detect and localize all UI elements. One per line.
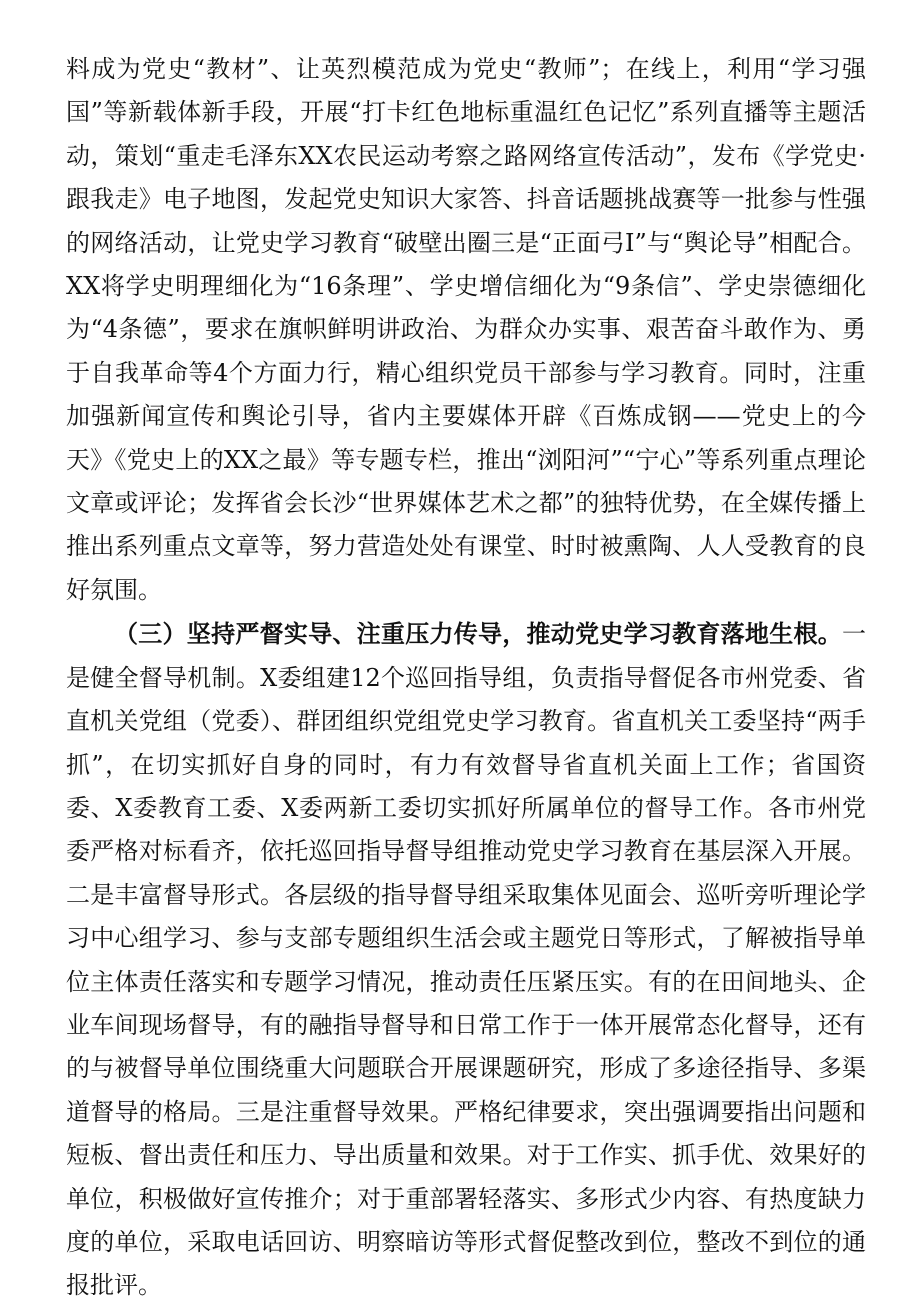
- paragraph-body: 一是健全督导机制。X委组建12个巡回指导组，负责指导督促各市州党委、省直机关党组（党委）、群团组织党组党史学习教育。省直机关工委坚持“两手抓”，在切实抓好自身的同时，有力有效督导省直机关面上工作；省国资委、X委教育工委、X委两新工委切实抓好所属单位的督导工作。各市州党委严格对标看齐，依托巡回指导督导组推动党史学习教育在基层深入开展。二是丰富督导形式。各层级的指导督导组采取集体见面会、巡听旁听理论学习中心组学习、参与支部专题组织生活会或主题党日等形式，了解被指导单位主体责任落实和专题学习情况，推动责任压紧压实。有的在田间地头、企业车间现场督导，有的融指导督导和日常工作于一体开展常态化督导，还有的与被督导单位围绕重大问题联合开展课题研究，形成了多途径指导、多渠道督导的格局。三是注重督导效果。严格纪律要求，突出强调要指出问题和短板、督出责任和压力、导出质量和效果。对于工作实、抓手优、效果好的单位，积极做好宣传推介；对于重部署轻落实、多形式少内容、有热度缺力度的单位，采取电话回访、明察暗访等形式督促整改到位，整改不到位的通报批评。: [66, 620, 866, 1300]
- section-heading: （三）坚持严督实导、注重压力传导，推动党史学习教育落地生根。: [114, 619, 842, 649]
- paragraph-propaganda: [66, 48, 866, 612]
- paragraph-supervision: [66, 612, 866, 1308]
- paragraph-body: 料成为党史“教材”、让英烈模范成为党史“教师”；在线上，利用“学习强国”等新载体新手段，开展“打卡红色地标重温红色记忆”系列直播等主题活动，策划“重走毛泽东XX农民运动考察之路网络宣传活动”，发布《学党史·跟我走》电子地图，发起党史知识大家答、抖音话题挑战赛等一批参与性强的网络活动，让党史学习教育“破壁出圈三是“正面弓I”与“舆论导”相配合。XX将学史明理细化为“16条理”、学史增信细化为“9条信”、学史崇德细化为“4条德”，要求在旗帜鲜明讲政治、为群众办实事、艰苦奋斗敢作为、勇于自我革命等4个方面力行，精心组织党员干部参与学习教育。同时，注重加强新闻宣传和舆论引导，省内主要媒体开辟《百炼成钢——党史上的今天》《党史上的XX之最》等专题专栏，推出“浏阳河”“宁心”等系列重点理论文章或评论；发挥省会长沙“世界媒体艺术之都”的独特优势，在全媒传播上推出系列重点文章等，努力营造处处有课堂、时时被熏陶、人人受教育的良好氛围。: [66, 55, 866, 604]
- document-page: [66, 48, 866, 1308]
